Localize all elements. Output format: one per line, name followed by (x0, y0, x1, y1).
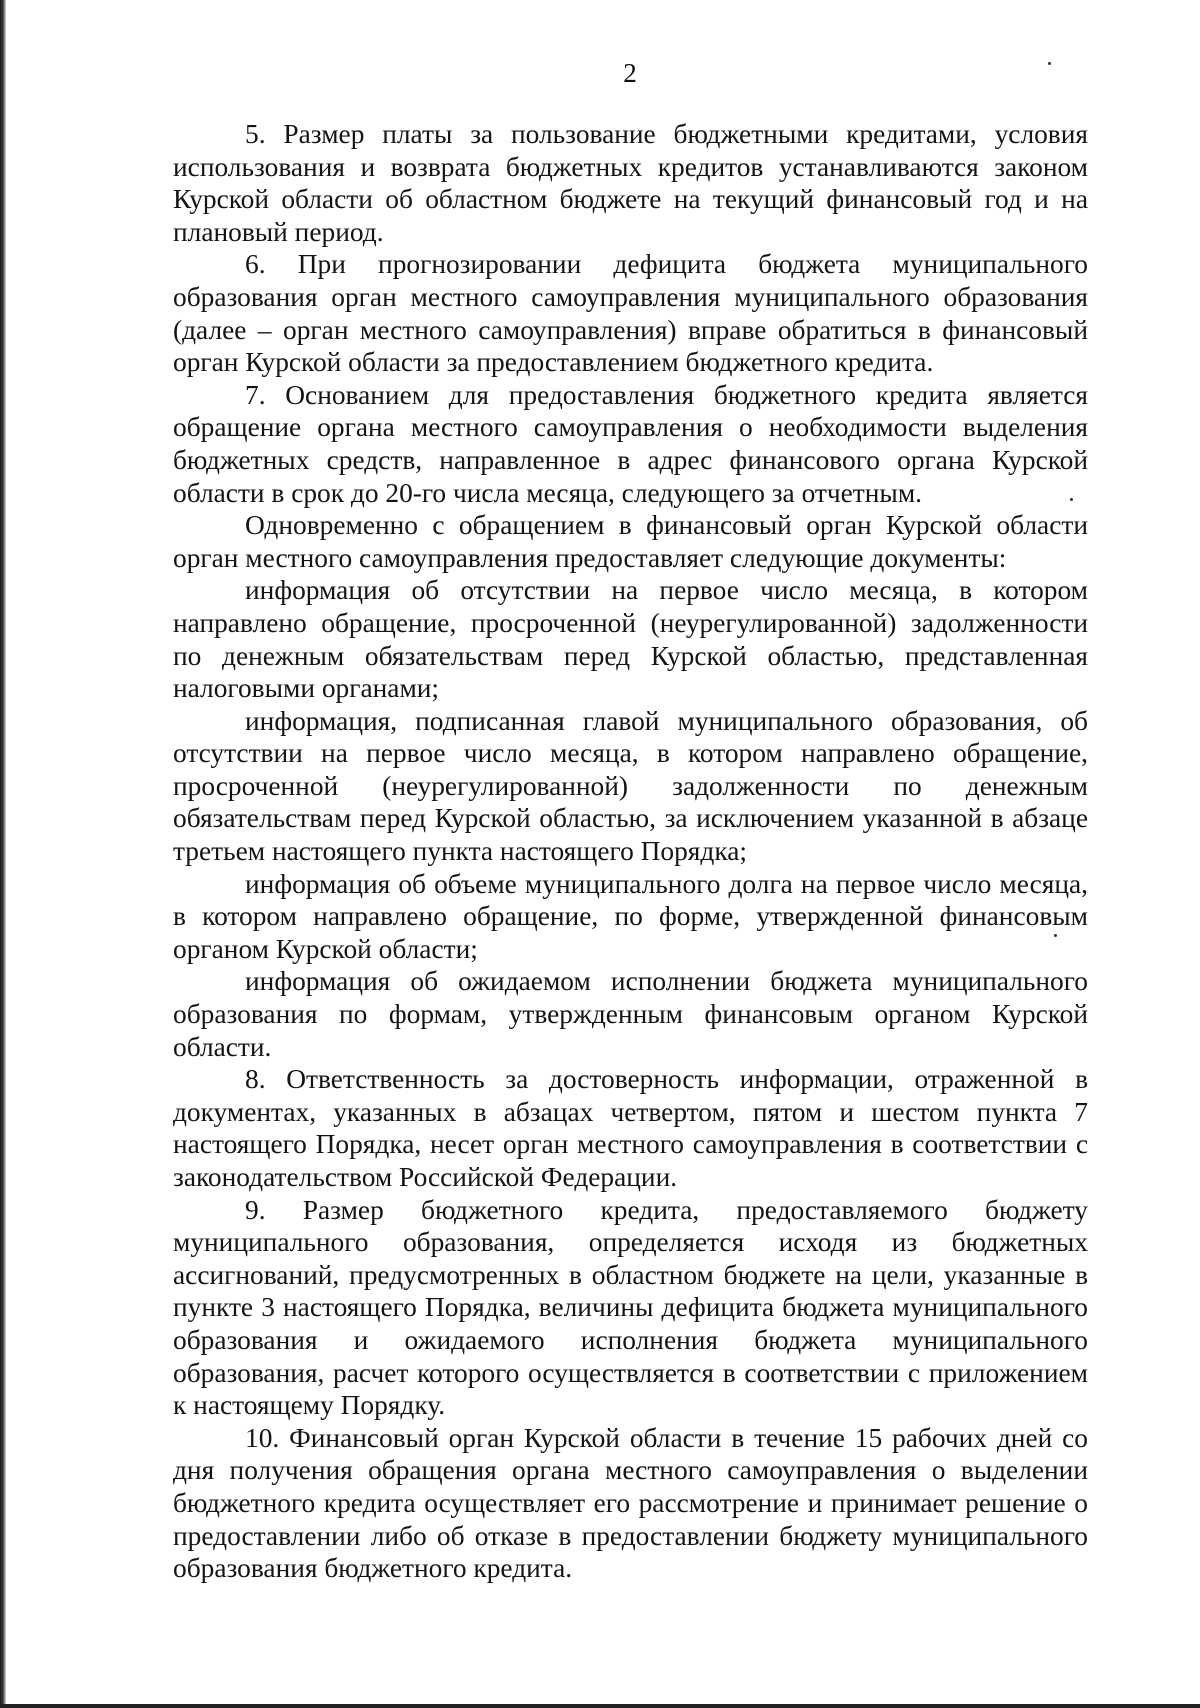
page-number: 2 (623, 58, 637, 88)
paragraph-documents-intro: Одновременно с обращением в финансовый орган Курской области орган местного самоуправления предоставляет следующие документы: (173, 510, 1088, 573)
paragraph-8: 8. Ответственность за достоверность информации, отраженной в документах, указанных в абзацах четвертом, пятом и шестом пункта 7 настоящего Порядка, несет орган местного самоуправления в соответствии с законодательством Российской Федерации. (173, 1064, 1088, 1192)
scan-speck (1054, 934, 1057, 937)
scan-edge-bottom (0, 1704, 1200, 1708)
paragraph-info-budget: информация об ожидаемом исполнении бюджета муниципального образования по формам, утвержденным финансовым органом Курской области. (173, 966, 1088, 1062)
scan-speck (1070, 498, 1073, 501)
paragraph-7: 7. Основанием для предоставления бюджетного кредита является обращение органа местного самоуправления о необходимости выделения бюджетных средств, направленное в адрес финансового органа Курской области в срок до 20-го числа месяца, следующего за отчетным. (173, 379, 1088, 508)
paragraph-info-tax: информация об отсутствии на первое число месяца, в котором направлено обращение, просроченной (неурегулированной) задолженности по денежным обязательствам перед Курской областью, представленная налоговыми органами; (173, 575, 1088, 704)
paragraph-9: 9. Размер бюджетного кредита, предоставляемого бюджету муниципального образования, определяется исходя из бюджетных ассигнований, предусмотренных в областном бюджете на цели, указанные в пункте 3 настоящего Порядка, величины дефицита бюджета муниципального образования и ожидаемого исполнения бюджета муниципального образования, расчет которого осуществляется в соответствии с приложением к настоящему Порядку. (173, 1194, 1088, 1421)
paragraph-info-debt: информация об объеме муниципального долга на первое число месяца, в котором направлено обращение, по форме, утвержденной финансовым органом Курской области; (173, 868, 1088, 964)
paragraph-6: 6. При прогнозировании дефицита бюджета муниципального образования орган местного самоуправления муниципального образования (далее – орган местного самоуправления) вправе обратиться в финансовый орган Курской области за предоставлением бюджетного кредита. (173, 249, 1088, 378)
document-body (173, 118, 1088, 1585)
paragraph-5: 5. Размер платы за пользование бюджетными кредитами, условия использования и возврата бюджетных кредитов устанавливаются законом Курской области об областном бюджете на текущий финансовый год и на плановый период. (173, 119, 1088, 247)
scan-speck (1048, 62, 1051, 65)
paragraph-info-signed: информация, подписанная главой муниципального образования, об отсутствии на первое число месяца, в котором направлено обращение, просроченной (неурегулированной) задолженности по денежным обязательствам перед Курской областью, за исключением указанной в абзаце третьем настоящего пункта настоящего Порядка; (173, 705, 1088, 867)
scan-edge-left (0, 0, 6, 1708)
paragraph-10: 10. Финансовый орган Курской области в течение 15 рабочих дней со дня получения обращения органа местного самоуправления о выделении бюджетного кредита осуществляет его рассмотрение и принимает решение о предоставлении либо об отказе в предоставлении бюджету муниципального образования бюджетного кредита. (173, 1422, 1088, 1584)
